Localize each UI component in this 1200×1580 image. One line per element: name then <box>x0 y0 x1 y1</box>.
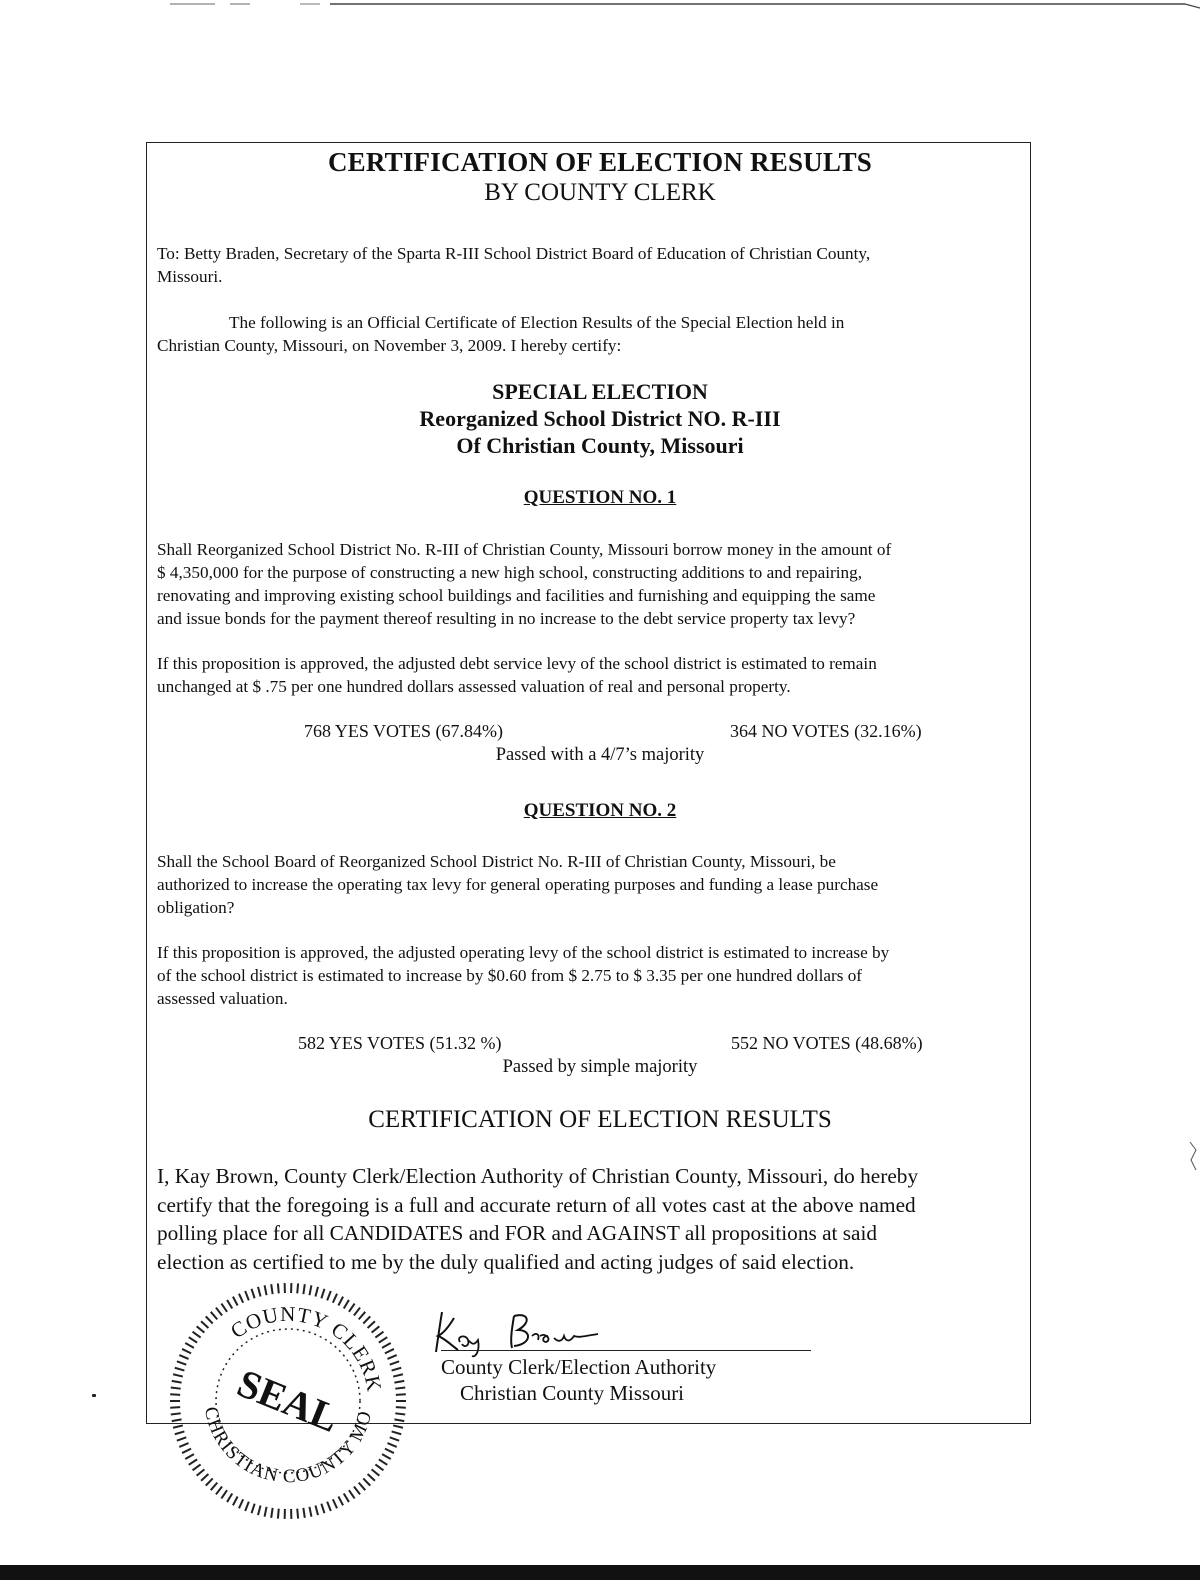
seal-rim-tick <box>387 1355 396 1359</box>
seal-rim-tick <box>333 1499 337 1508</box>
seal-rim-tick <box>258 1505 261 1515</box>
question-1-note <box>157 652 1027 698</box>
seal-bottom-text: CHRISTIAN COUNTY MO <box>199 1405 377 1488</box>
seal-rim-tick <box>382 1343 391 1348</box>
text-line: certify that the foregoing is a full and accurate return of all votes cast at the above named <box>157 1192 916 1217</box>
seal-rim-tick <box>303 1508 304 1518</box>
seal-rim-tick <box>185 1454 194 1459</box>
seal-rim-tick <box>392 1431 402 1434</box>
question-2-no-votes: 552 NO VOTES (48.68%) <box>731 1033 923 1053</box>
text-line: The following is an Official Certificate of Election Results of the Special Election held in <box>229 313 845 332</box>
certification-paragraph <box>157 1162 1027 1276</box>
text-line: I, Kay Brown, County Clerk/Election Authority of Christian County, Missouri, do hereby <box>157 1164 919 1188</box>
seal-rim-tick <box>206 1478 213 1485</box>
seal-rim-tick <box>375 1332 383 1338</box>
seal-rim-tick <box>177 1437 186 1440</box>
seal-rim-tick <box>201 1474 208 1481</box>
seal-rim-tick <box>221 1304 227 1312</box>
scan-edge-top <box>0 0 1200 12</box>
seal-rim-tick <box>185 1343 194 1348</box>
seal-rim-tick <box>379 1459 387 1464</box>
seal-rim-tick <box>368 1474 375 1481</box>
seal-rim-tick <box>363 1478 370 1485</box>
seal-rim-tick <box>297 1283 298 1293</box>
seal-rim-tick <box>385 1449 394 1453</box>
seal-rim-tick <box>354 1308 360 1316</box>
text-line: unchanged at $ .75 per one hundred dollars assessed valuation of real and personal property. <box>157 677 791 696</box>
signer-title: County Clerk/Election Authority <box>441 1355 717 1379</box>
intro-paragraph <box>157 311 1027 357</box>
seal-rim-tick <box>197 1326 205 1332</box>
seal-rim-tick <box>227 1300 232 1309</box>
seal-rim-tick <box>349 1304 355 1312</box>
seal-rim-tick <box>382 1454 391 1459</box>
text-line: of the school district is estimated to increase by $0.60 from $ 2.75 to $ 3.35 per one hundred dollars of <box>157 966 863 985</box>
seal-rim-tick <box>394 1381 404 1383</box>
question-2-result: Passed by simple majority <box>502 1057 698 1077</box>
seal-rim-tick <box>179 1355 188 1359</box>
seal-rim-tick <box>189 1459 197 1464</box>
seal-rim-tick <box>182 1349 191 1353</box>
seal-rim-tick <box>390 1437 399 1440</box>
seal-rim-tick <box>221 1490 227 1498</box>
question-1-text <box>157 538 1027 630</box>
seal-rim-tick <box>193 1464 201 1470</box>
seal-rim-tick <box>175 1368 185 1371</box>
seal-rim-tick <box>387 1443 396 1447</box>
seal-rim-tick <box>368 1321 375 1328</box>
seal-rim-tick <box>344 1493 349 1502</box>
seal-rim-tick <box>182 1449 191 1453</box>
county-heading: Of Christian County, Missouri <box>456 433 744 458</box>
seal-rim-tick <box>379 1337 387 1342</box>
seal-rim-tick <box>395 1413 405 1414</box>
text-line: Christian County, Missouri, on November 3, 2009. I hereby certify: <box>157 336 622 355</box>
seal-rim-tick <box>171 1413 181 1414</box>
seal-center-text: SEAL <box>231 1360 346 1441</box>
scan-speck <box>92 1394 96 1397</box>
seal-rim-tick <box>385 1349 394 1353</box>
seal-rim-tick <box>354 1487 360 1495</box>
seal-rim-tick <box>245 1291 249 1300</box>
seal-rim-tick <box>227 1493 232 1502</box>
seal-rim-tick <box>327 1502 331 1511</box>
signer-county: Christian County Missouri <box>460 1381 685 1405</box>
seal-rim-tick <box>372 1326 380 1332</box>
signature-line <box>441 1350 811 1351</box>
seal-rim-tick <box>392 1368 402 1371</box>
question-1-yes-votes: 768 YES VOTES (67.84%) <box>304 721 503 741</box>
scan-edge-bottom <box>0 1565 1200 1580</box>
seal-rim-tick <box>171 1388 181 1389</box>
text-line: To: Betty Braden, Secretary of the Sparta R-III School District Board of Education of Christian County, <box>157 244 871 263</box>
seal-rim-tick <box>396 1394 406 1395</box>
text-line: If this proposition is approved, the adjusted debt service levy of the school district is estimated to remain <box>157 654 877 673</box>
seal-rim-tick <box>321 1289 324 1299</box>
seal-rim-tick <box>211 1483 218 1491</box>
seal-rim-tick <box>265 1507 267 1517</box>
seal-rim-tick <box>172 1381 182 1383</box>
seal-rim-tick <box>271 1508 272 1518</box>
seal-rim-tick <box>193 1332 201 1338</box>
text-line: election as certified to me by the duly qualified and acting judges of said election. <box>157 1249 855 1274</box>
question-2-text <box>157 850 1027 919</box>
seal-rim-tick <box>233 1497 238 1506</box>
seal-rim-tick <box>170 1407 180 1408</box>
question-1-heading: QUESTION NO. 1 <box>523 487 677 508</box>
seal-rim-tick <box>265 1285 267 1295</box>
seal-rim-tick <box>303 1284 304 1294</box>
seal-rim-tick <box>327 1291 331 1300</box>
question-2-yes-votes: 582 YES VOTES (51.32 %) <box>298 1033 502 1053</box>
certification-heading: CERTIFICATION OF ELECTION RESULTS <box>368 1106 832 1133</box>
seal-rim-tick <box>372 1469 380 1475</box>
seal-rim-tick <box>338 1497 343 1506</box>
seal-rim-tick <box>315 1287 318 1297</box>
addressee-paragraph <box>157 242 1027 288</box>
seal-rim-tick <box>393 1374 403 1376</box>
seal-rim-tick <box>363 1316 370 1323</box>
seal-rim-tick <box>349 1490 355 1498</box>
seal-rim-tick <box>395 1388 405 1389</box>
district-heading: Reorganized School District NO. R-III <box>419 406 781 431</box>
question-2-note <box>157 941 1027 1010</box>
seal-rim-tick <box>333 1294 337 1303</box>
seal-rim-tick <box>206 1316 213 1323</box>
seal-rim-tick <box>271 1284 272 1294</box>
handwritten-signature <box>428 1306 608 1362</box>
seal-rim-tick <box>172 1419 182 1421</box>
seal-rim-tick <box>375 1464 383 1470</box>
seal-rim-tick <box>359 1312 366 1320</box>
seal-rim-tick <box>211 1312 218 1320</box>
election-heading: SPECIAL ELECTION <box>492 379 708 404</box>
seal-rim-tick <box>216 1487 222 1495</box>
text-line: polling place for all CANDIDATES and FOR and AGAINST all propositions at said <box>157 1221 878 1245</box>
seal-rim-tick <box>179 1443 188 1447</box>
document-subtitle: BY COUNTY CLERK <box>484 179 716 206</box>
seal-rim-tick <box>390 1361 399 1364</box>
seal-rim-tick <box>393 1425 403 1427</box>
seal-rim-tick <box>170 1394 180 1395</box>
text-line: renovating and improving existing school buildings and facilities and furnishing and equipping the same <box>157 586 876 605</box>
seal-rim-tick <box>338 1297 343 1306</box>
seal-rim-tick <box>252 1289 255 1299</box>
seal-rim-tick <box>315 1505 318 1515</box>
seal-rim-tick <box>239 1294 243 1303</box>
seal-rim-tick <box>173 1425 183 1427</box>
seal-top-text: COUNTY CLERK <box>226 1301 387 1395</box>
seal-rim-tick <box>344 1300 349 1309</box>
seal-rim-tick <box>175 1431 185 1434</box>
seal-rim-tick <box>321 1504 324 1514</box>
question-1-result: Passed with a 4/7’s majority <box>495 745 705 765</box>
seal-rim-tick <box>252 1504 255 1514</box>
document-title: CERTIFICATION OF ELECTION RESULTS <box>327 147 873 177</box>
seal-rim-tick <box>239 1499 243 1508</box>
text-line: obligation? <box>157 898 235 917</box>
text-line: Shall the School Board of Reorganized School District No. R-III of Christian County, Missouri, be <box>157 852 836 871</box>
seal-rim-tick <box>309 1285 311 1295</box>
seal-rim-tick <box>201 1321 208 1328</box>
text-line: $ 4,350,000 for the purpose of constructing a new high school, constructing additions to and repairing, <box>157 563 863 582</box>
text-line: authorized to increase the operating tax levy for general operating purposes and funding a lease purchase <box>157 875 879 894</box>
text-line: assessed valuation. <box>157 989 288 1008</box>
scan-edge-mark <box>1188 1140 1198 1180</box>
text-line: Missouri. <box>157 267 223 286</box>
county-clerk-seal <box>165 1278 411 1524</box>
seal-rim-tick <box>233 1297 238 1306</box>
seal-rim-tick <box>278 1509 279 1519</box>
seal-rim-tick <box>359 1483 366 1491</box>
seal-rim-tick <box>394 1419 404 1421</box>
seal-rim-tick <box>396 1407 406 1408</box>
seal-rim-tick <box>258 1287 261 1297</box>
seal-rim-tick <box>177 1361 186 1364</box>
seal-rim-tick <box>197 1469 205 1475</box>
text-line: and issue bonds for the payment thereof resulting in no increase to the debt service property tax levy? <box>157 609 856 628</box>
seal-rim-tick <box>309 1507 311 1517</box>
question-2-heading: QUESTION NO. 2 <box>523 800 677 821</box>
seal-rim-tick <box>189 1337 197 1342</box>
text-line: If this proposition is approved, the adjusted operating levy of the school district is estimated to increase by <box>157 943 890 962</box>
text-line: Shall Reorganized School District No. R-III of Christian County, Missouri borrow money in the amount of <box>157 540 892 559</box>
seal-rim-tick <box>278 1283 279 1293</box>
question-1-no-votes: 364 NO VOTES (32.16%) <box>730 721 922 741</box>
seal-rim-tick <box>216 1308 222 1316</box>
seal-rim-tick <box>173 1374 183 1376</box>
seal-rim-tick <box>297 1509 298 1519</box>
seal-rim-tick <box>245 1502 249 1511</box>
